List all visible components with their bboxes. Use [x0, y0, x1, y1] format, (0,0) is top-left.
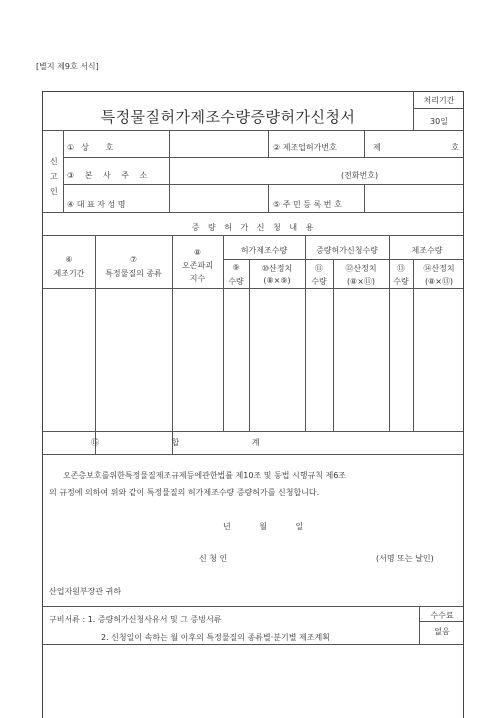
declaration-line-2: 의 규정에 의하여 위와 같이 특정물질의 허가제조수량 증량허가를 신청합니다.	[49, 488, 320, 497]
form-tag: [별지 제9호 서식]	[36, 62, 99, 71]
col-13-label: 수량	[393, 277, 409, 286]
col-10-label: (⑧×⑨)	[263, 276, 291, 285]
signature-label: (서명 또는 날인)	[376, 554, 434, 563]
col-7-label: 특정물질의 종류	[105, 269, 162, 278]
section-title: 증 량 허 가 신 청 내 용	[191, 223, 317, 232]
form-title: 특정물질허가제조수량증량허가신청서	[100, 108, 356, 126]
col-12-number: ⑫산정치	[345, 264, 377, 273]
applicant-group-char-1: 신	[50, 157, 58, 166]
fee-value: 없음	[434, 627, 450, 636]
representative-label: ④ 대 표 자 성 명	[67, 200, 126, 209]
col-11-number: ⑪	[315, 264, 323, 273]
col-8-label-line2: 지수	[189, 274, 206, 283]
processing-period-value: 30일	[430, 117, 448, 126]
declaration-line-1: 오존층보호를위한특정물질제조규제등에관한법률 제10조 및 동법 시행규칙 제6조	[63, 471, 347, 480]
col-9-label: 수량	[228, 277, 244, 286]
attachments-item-2: 2. 신청일이 속하는 월 이후의 특정물질의 종류별·분기별 제조계획	[101, 633, 330, 642]
col-13-number: ⑬	[397, 264, 405, 273]
address-label: ③ 본 사 주 소	[67, 171, 152, 180]
applicant-signer-label: 신 청 인	[199, 554, 228, 563]
date-label: 년 월 일	[223, 522, 304, 531]
company-name-label: ①상 호	[67, 143, 121, 152]
group-increase-request: 증량허가신청수량	[316, 246, 378, 255]
phone-label: (전화번호)	[341, 171, 379, 180]
applicant-group-char-2: 고	[50, 172, 58, 181]
group-production-quantity: 제조수량	[411, 246, 443, 255]
license-number-value: 제 호	[373, 143, 459, 152]
col-8-label-line1: 오존파괴	[182, 261, 213, 270]
col-6-label: 제조기간	[53, 269, 85, 278]
col-14-label: (⑧×⑬)	[424, 277, 454, 286]
col-11-label: 수량	[311, 277, 327, 286]
fee-label: 수수료	[430, 611, 454, 620]
col-9-number: ⑨	[232, 263, 240, 272]
attachments-item-1: 구비서류 : 1. 증량허가신청사유서 및 그 증빙서류	[49, 615, 222, 624]
col-6-number: ⑥	[65, 255, 73, 264]
resident-number-label: ⑤ 주 민 등 록 번 호	[273, 200, 342, 209]
col-8-number: ⑧	[193, 248, 202, 257]
addressee: 산업자원부장관 귀하	[49, 587, 122, 596]
col-10-number: ⑩산정치	[261, 264, 293, 273]
col-12-label: (⑧×⑪)	[346, 277, 376, 286]
application-form	[42, 91, 464, 718]
processing-period-label: 처리기간	[423, 96, 455, 105]
group-licensed-quantity: 허가제조수량	[240, 246, 288, 255]
applicant-group-char-3: 인	[50, 187, 58, 196]
col-7-number: ⑦	[129, 255, 138, 264]
license-number-label: ② 제조업허가번호	[273, 143, 337, 152]
col-14-number: ⑭산정치	[423, 264, 455, 273]
total-label: ⑮ 합 계	[91, 438, 260, 447]
